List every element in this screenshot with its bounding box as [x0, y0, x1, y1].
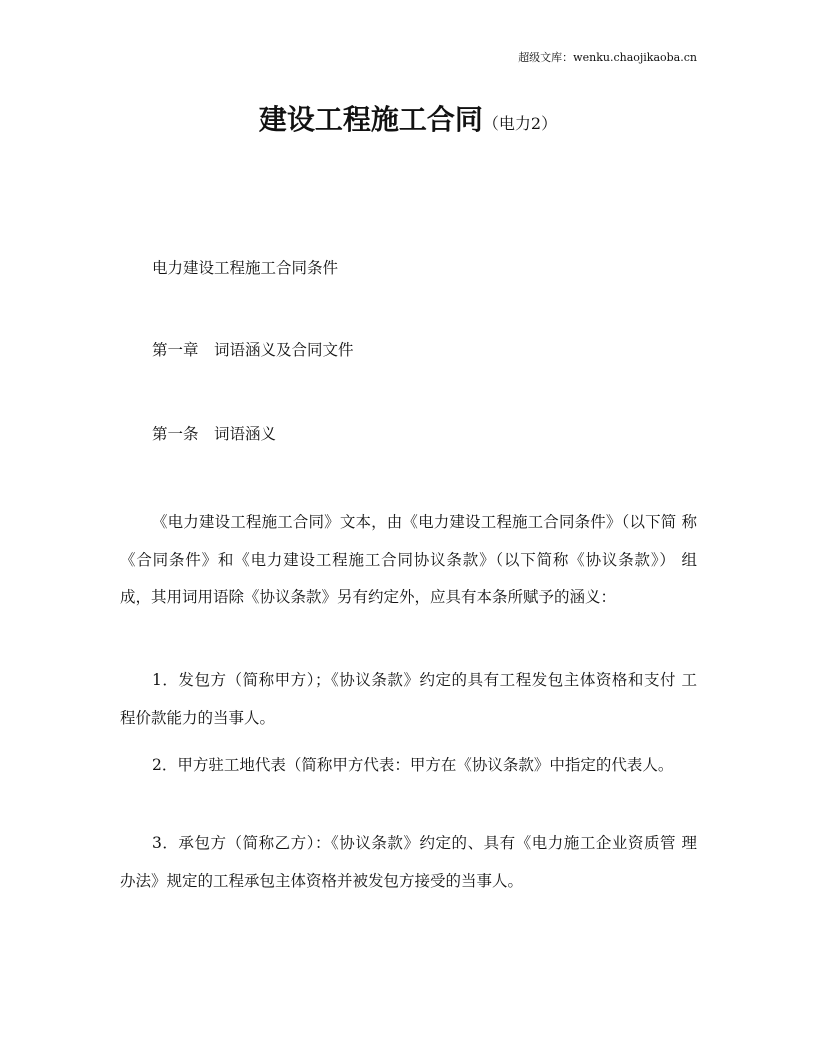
item-line: 3．承包方（简称乙方）：《协议条款》约定的、具有《电力施工企业资质管 理 — [152, 834, 697, 852]
item-line: 2．甲方驻工地代表（简称甲方代表：甲方在《协议条款》中指定的代表人。 — [152, 756, 674, 774]
item-line: 程价款能力的当事人。 — [120, 709, 276, 727]
paragraph-line: 《合同条件》和《电力建设工程施工合同协议条款》（以下简称《协议条款》） 组 — [120, 551, 697, 569]
title-main: 建设工程施工合同 — [258, 103, 483, 136]
item-line: 1．发包方（简称甲方）；《协议条款》约定的具有工程发包主体资格和支付 工 — [152, 671, 697, 689]
title-sub: （电力2） — [482, 114, 558, 133]
article-heading: 第一条 词语涵义 — [152, 425, 277, 443]
document-title — [0, 98, 816, 138]
section-heading: 电力建设工程施工合同条件 — [152, 259, 339, 277]
chapter-heading: 第一章 词语涵义及合同文件 — [152, 341, 354, 359]
paragraph-line: 成，其用词用语除《协议条款》另有约定外，应具有本条所赋予的涵义： — [120, 588, 617, 606]
page-header: 超级文库：wenku.chaojikaoba.cn — [518, 51, 697, 64]
item-line: 办法》规定的工程承包主体资格并被发包方接受的当事人。 — [120, 872, 524, 890]
paragraph-line: 《电力建设工程施工合同》文本，由《电力建设工程施工合同条件》（以下简 称 — [152, 513, 697, 531]
